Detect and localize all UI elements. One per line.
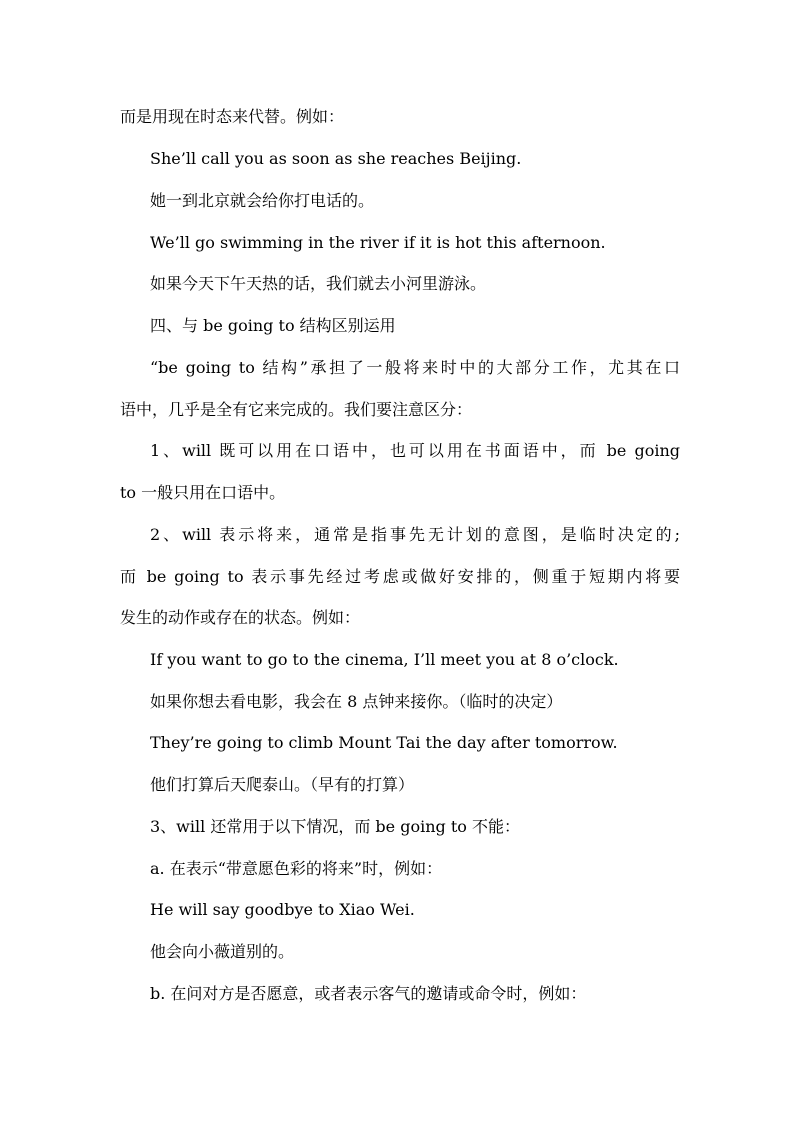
paragraph-line: 2、will 表示将来，通常是指事先无计划的意图，是临时决定的; <box>150 525 680 544</box>
example-sentence-chinese: 她一到北京就会给你打电话的。 <box>150 191 375 210</box>
example-sentence-english: If you want to go to the cinema, I’ll meet you at 8 o’clock. <box>150 650 619 669</box>
example-sentence-chinese: 他会向小薇道别的。 <box>150 942 295 961</box>
text-line: 而是用现在时态来代替。例如： <box>120 107 345 126</box>
example-sentence-english: We’ll go swimming in the river if it is hot this afternoon. <box>150 233 606 252</box>
example-sentence-english: He will say goodbye to Xiao Wei. <box>150 900 415 919</box>
paragraph-line: “be going to 结构”承担了一般将来时中的大部分工作，尤其在口 <box>150 358 680 377</box>
list-item-label: b. 在问对方是否愿意，或者表示客气的邀请或命令时，例如： <box>150 984 587 1003</box>
paragraph-line: 发生的动作或存在的状态。例如： <box>120 608 361 627</box>
list-item-label: a. 在表示“带意愿色彩的将来”时，例如： <box>150 859 443 878</box>
section-heading: 四、与 be going to 结构区别运用 <box>150 316 396 335</box>
example-sentence-english: She’ll call you as soon as she reaches Beijing. <box>150 149 522 168</box>
paragraph-line: to 一般只用在口语中。 <box>120 483 286 502</box>
paragraph-line: 语中，几乎是全有它来完成的。我们要注意区分： <box>120 400 473 419</box>
paragraph-line: 1、will 既可以用在口语中，也可以用在书面语中，而 be going <box>150 441 680 460</box>
example-sentence-chinese: 他们打算后天爬泰山。（早有的打算） <box>150 775 415 794</box>
paragraph-line: 3、will 还常用于以下情况，而 be going to 不能： <box>150 817 520 836</box>
example-sentence-english: They’re going to climb Mount Tai the day after tomorrow. <box>150 733 618 752</box>
paragraph-line: 而 be going to 表示事先经过考虑或做好安排的，侧重于短期内将要 <box>120 567 680 586</box>
example-sentence-chinese: 如果今天下午天热的话，我们就去小河里游泳。 <box>150 274 487 293</box>
example-sentence-chinese: 如果你想去看电影，我会在 8 点钟来接你。（临时的决定） <box>150 692 563 711</box>
